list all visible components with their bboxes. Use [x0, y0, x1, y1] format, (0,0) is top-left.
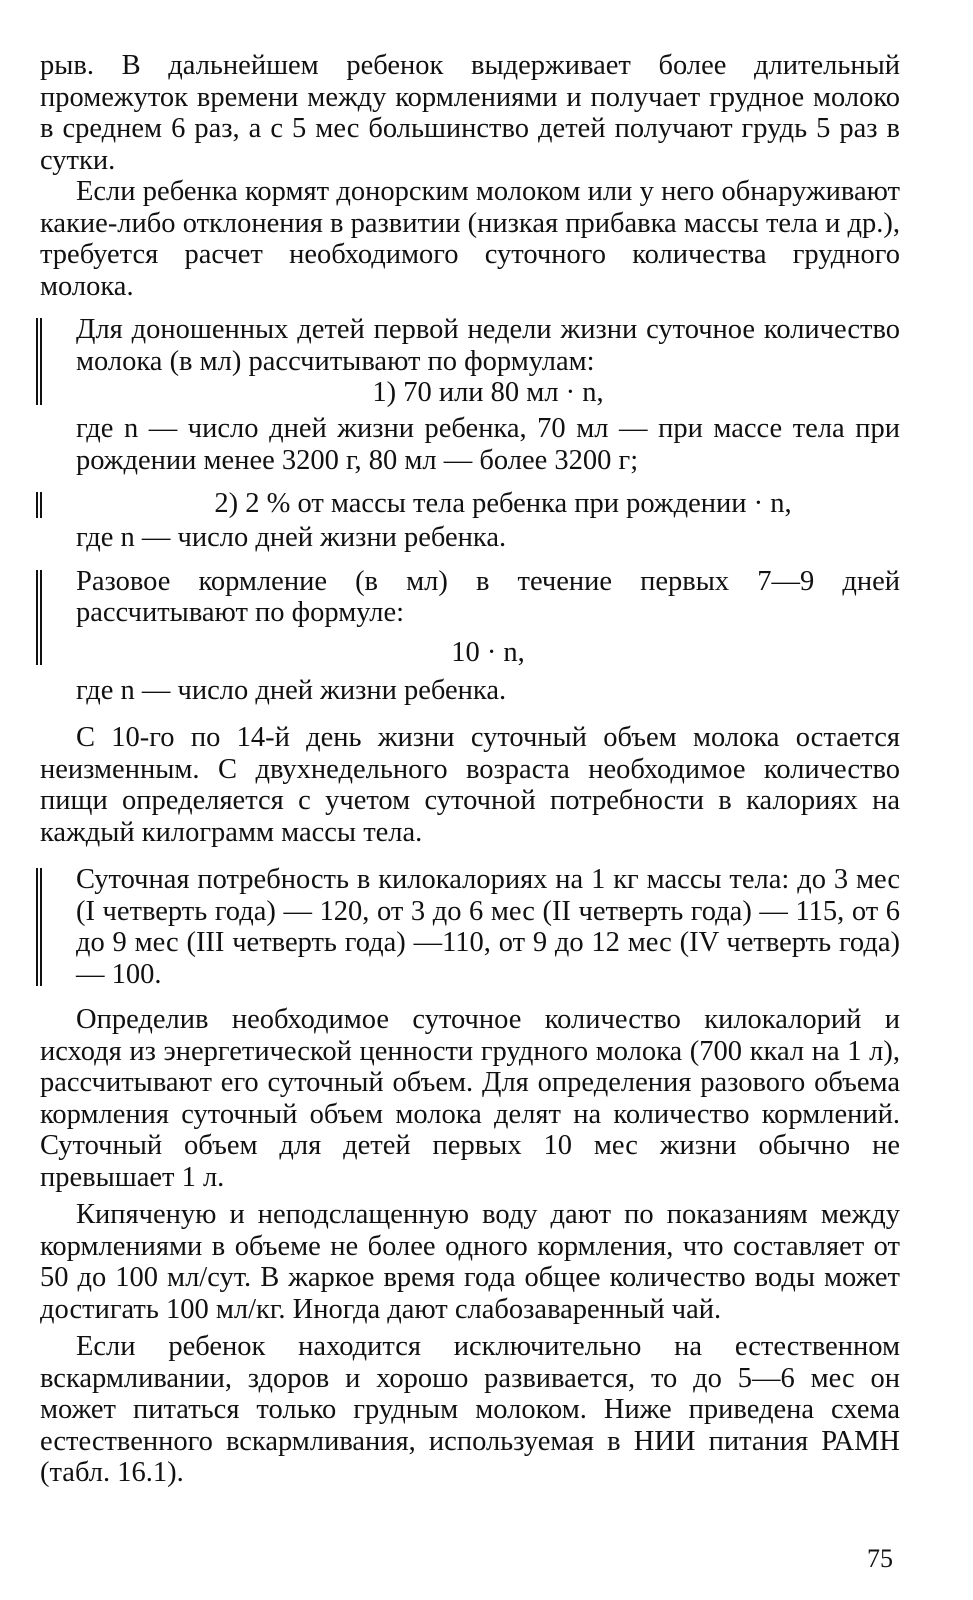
paragraph-continuation: рыв. В дальнейшем ребенок выдерживает более длительный промежуток времени между кормлениями и получает грудное молоко в среднем 6 раз, а с 5 мес большинство детей получают грудь 5 раз в сутки. [40, 50, 900, 176]
calorie-requirement-text: Суточная потребность в килокалориях на 1 кг массы тела: до 3 мес (I четверть года) — 120, от 3 до 6 мес (II четверть года) — 115, от 6 до 9 мес (III четверть года) —110, от 9 до 12 мес (IV четверть года) — 100. [76, 864, 900, 990]
single-feeding-intro: Разовое кормление (в мл) в течение первых 7—9 дней рассчитывают по формуле: [76, 565, 900, 628]
page-number: 75 [867, 1544, 893, 1573]
formula-intro: Для доношенных детей первой недели жизни суточное количество молока (в мл) рассчитывают по формулам: [76, 314, 900, 377]
formula-block-daily-volume [40, 314, 900, 409]
formula-2-note: где n — число дней жизни ребенка. [76, 522, 507, 553]
formula-1: 1) 70 или 80 мл · n, [372, 377, 604, 408]
formula-block-2 [40, 488, 900, 520]
formula-3: 10 · n, [451, 636, 525, 668]
paragraph-daily-volume: Определив необходимое суточное количество килокалорий и исходя из энергетической ценности грудного молока (700 ккал на 1 л), рассчитывают его суточный объем. Для определения разового объема кормления суточный объем молока делят на количество кормлений. Суточный объем для детей первых 10 мес жизни обычно не превышает 1 л. [40, 1004, 900, 1193]
formula-1-note-block [40, 413, 900, 476]
formula-1-note: где n — число дней жизни ребенка, 70 мл — при массе тела при рождении менее 3200 г, 80 мл — более 3200 г; [76, 413, 900, 476]
formula-2-note-block [40, 522, 900, 554]
paragraph-two-weeks: С 10-го по 14-й день жизни суточный объем молока остается неизменным. С двухнедельного возраста необходимое количество пищи определяется с учетом суточной потребности в калориях на каждый килограмм массы тела. [40, 722, 900, 848]
page-body [40, 50, 900, 1489]
paragraph-donor-milk: Если ребенка кормят донорским молоком или у него обнаруживают какие-либо отклонения в развитии (низкая прибавка массы тела и др.), требуется расчет необходимого суточного количества грудного молока. [40, 176, 900, 302]
calorie-requirement-block [40, 864, 900, 990]
formula-3-note: где n — число дней жизни ребенка. [76, 674, 507, 706]
formula-3-note-block [40, 675, 900, 707]
paragraph-water: Кипяченую и неподслащенную воду дают по показаниям между кормлениями в объеме не более одного кормления, что составляет от 50 до 100 мл/сут. В жаркое время года общее количество воды может достигать 100 мл/кг. Иногда дают слабозаваренный чай. [40, 1199, 900, 1325]
paragraph-natural-feeding: Если ребенок находится исключительно на естественном вскармливании, здоров и хорошо развивается, то до 5—6 мес он может питаться только грудным молоком. Ниже приведена схема естественного вскармливания, используемая в НИИ питания РАМН (табл. 16.1). [40, 1331, 900, 1488]
formula-block-single-feeding [40, 566, 900, 669]
formula-2: 2) 2 % от массы тела ребенка при рождении · n, [214, 488, 792, 519]
